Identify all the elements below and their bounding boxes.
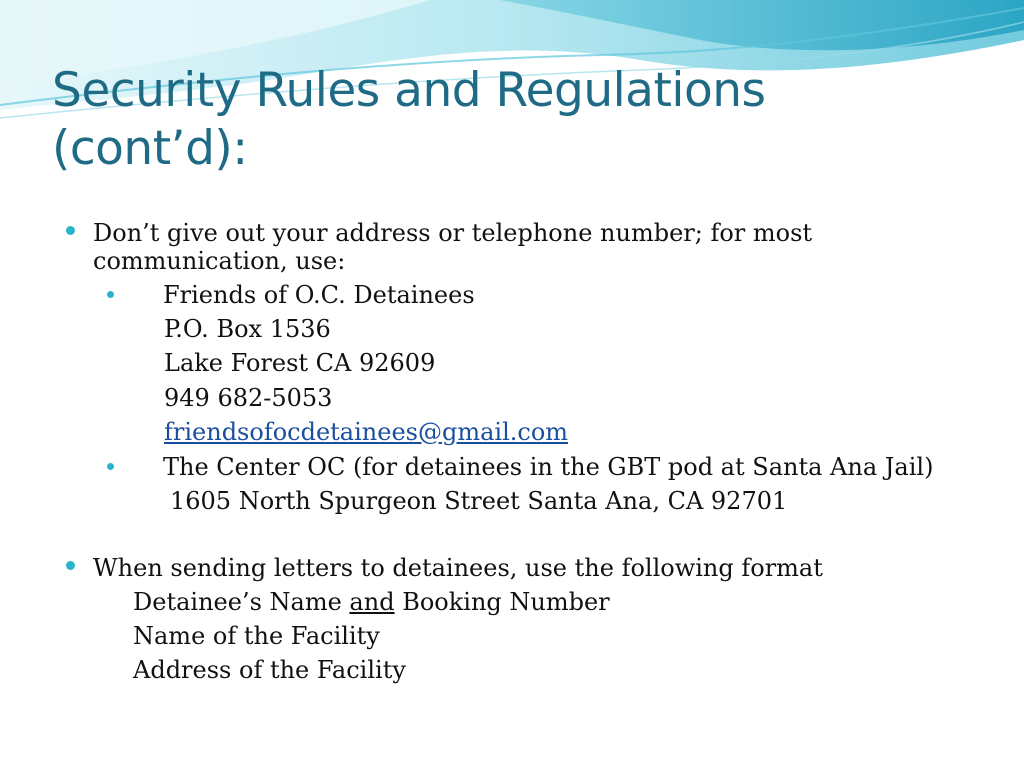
bullet2-text: When sending letters to detainees, use the following format (93, 554, 823, 582)
bullet2-format-line1 (133, 588, 610, 616)
bullet-dot-icon (66, 561, 75, 570)
sub1-phone: 949 682-5053 (164, 384, 333, 412)
sub1-org-name: Friends of O.C. Detainees (163, 281, 475, 309)
bullet2-format-line3: Address of the Facility (133, 656, 406, 684)
format-detainee-name: Detainee’s Name (133, 588, 350, 616)
sub1-address-line1: P.O. Box 1536 (164, 315, 331, 343)
sub2-org-name: The Center OC (for detainees in the GBT pod at Santa Ana Jail) (163, 453, 934, 481)
sub2-address: 1605 North Spurgeon Street Santa Ana, CA 92701 (170, 487, 788, 515)
format-booking-number: Booking Number (394, 588, 610, 616)
bullet1-text-line1: Don’t give out your address or telephone number; for most (93, 219, 813, 247)
bullet-dot-icon (66, 226, 75, 235)
sub1-address-line2: Lake Forest CA 92609 (164, 349, 436, 377)
format-and-underlined: and (349, 588, 395, 616)
bullet2-format-line2: Name of the Facility (133, 622, 380, 650)
slide-title-line1: Security Rules and Regulations (52, 63, 766, 118)
sub-bullet-dot-icon (107, 463, 114, 470)
sub-bullet-dot-icon (107, 291, 114, 298)
bullet1-text-line2: communication, use: (93, 247, 346, 275)
sub1-email-link[interactable]: friendsofocdetainees@gmail.com (164, 418, 569, 446)
slide-title-line2: (cont’d): (52, 121, 248, 176)
